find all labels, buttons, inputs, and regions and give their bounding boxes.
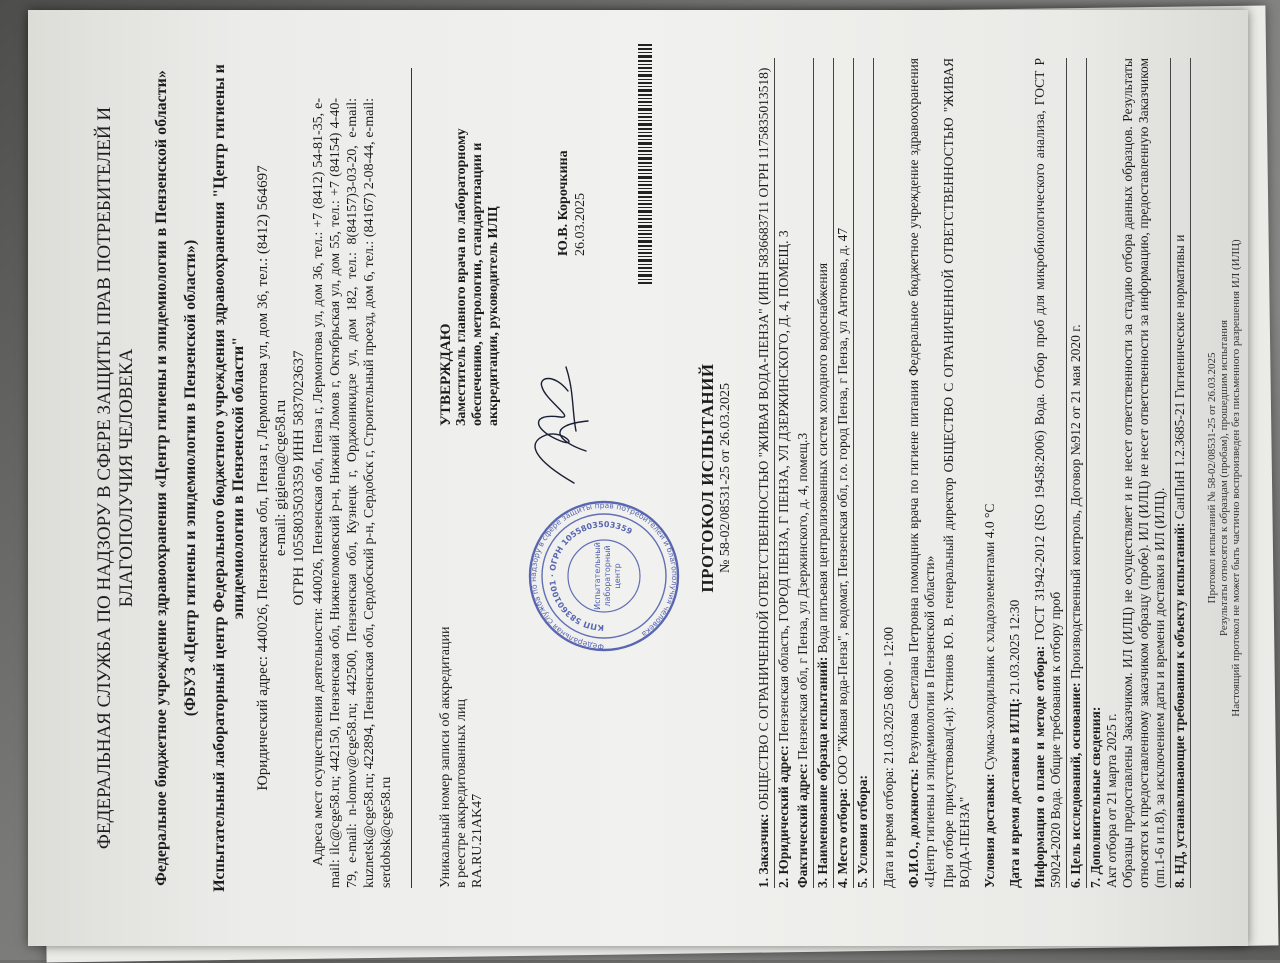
field-value: ООО "Живая вода-Пенза", водомат, Пензенская обл, г.о. город Пенза, г Пенза, ул Антонова, д. 47 xyxy=(835,227,850,785)
approval-block xyxy=(438,56,502,426)
field-label: 7. Дополнительные сведения: xyxy=(1088,706,1103,888)
institution-short-name: (ФБУЗ «Центр гигиены и эпидемиологии в Пензенской области») xyxy=(182,239,199,717)
field-label: Ф.И.О., должность: xyxy=(906,768,921,888)
handwritten-signature xyxy=(516,361,596,491)
field-value: Образцы предоставлены Заказчиком. ИЛ (ИЛЦ) не осуществляет и не несет ответственности за стадию отбора данных образцов. Результаты относятся к предоставленному заказчиком образцу (пробе). ИЛ (ИЛЦ) не несет ответственности за информацию, предоставленную Заказчиком (пп.1-6 и п.8), за исключением даты и времени доставки в ИЛ (ИЛЦ). xyxy=(1120,58,1167,888)
accreditation-block xyxy=(438,558,486,888)
field-value: 21.03.2025 12:30 xyxy=(1007,599,1022,695)
document-sheet xyxy=(28,10,1248,946)
field-delivery-datetime xyxy=(1006,58,1025,888)
signer-name: Ю.В. Корочкина xyxy=(556,150,571,256)
field-value: СанПиН 1.2.3685-21 Гигиенические нормативы и xyxy=(1172,234,1187,520)
field-sampling-datetime xyxy=(880,58,899,888)
accreditation-number: RA.RU.21AK47 xyxy=(470,793,485,888)
field-value: Производственный контроль, Договор №912 от 21 мая 2020 г. xyxy=(1068,324,1083,679)
field-sampler xyxy=(905,58,940,888)
field-legal-address xyxy=(775,58,794,888)
field-sampling-plan xyxy=(1031,58,1067,888)
footer-line-3: Настоящий протокол не может быть частично воспроизведен без письменного разрешения ИЛ (ИЛЦ) xyxy=(1230,239,1242,717)
agency-name: ФЕДЕРАЛЬНАЯ СЛУЖБА ПО НАДЗОРУ В СФЕРЕ ЗАЩИТЫ ПРАВ ПОТРЕБИТЕЛЕЙ И БЛАГОПОЛУЧИЯ ЧЕЛОВЕКА xyxy=(94,106,137,850)
protocol-heading xyxy=(698,50,734,906)
protocol-number: № 58-02/08531-25 от 26.03.2025 xyxy=(718,383,733,574)
field-sample-name xyxy=(814,58,834,888)
field-label: Дата и время доставки в ИЛЦ: xyxy=(1007,698,1022,888)
field-value: ОБЩЕСТВО С ОГРАНИЧЕННОЙ ОТВЕТСТВЕННОСТЬЮ "ЖИВАЯ ВОДА-ПЕНЗА" (ИНН 5836683711 ОГРН 1175835013518) xyxy=(756,67,771,811)
legal-address: Юридический адрес: 440026, Пензенская обл, Пенза г, Лермонтова ул, дом 36, тел.: (8412) 564697 xyxy=(255,165,271,791)
protocol-title: ПРОТОКОЛ ИСПЫТАНИЙ xyxy=(698,363,717,593)
header-email: e-mail: gigiena@cge58.ru xyxy=(273,399,289,557)
field-sampling-conditions xyxy=(854,58,874,888)
field-label: 4. Место отбора: xyxy=(835,787,850,888)
svg-text:Испытательный: Испытательный xyxy=(593,542,602,610)
field-label: 6. Цель исследований, основание: xyxy=(1068,682,1083,888)
barcode xyxy=(638,44,652,284)
field-value: Пензенская обл, г Пенза, ул Дзержинского, д. 4, помещ.3 xyxy=(795,432,810,760)
field-value: 21.03.2025 08:00 - 12:00 xyxy=(881,627,896,764)
field-normative-docs xyxy=(1170,58,1191,888)
field-label: Условия доставки: xyxy=(982,773,997,888)
approval-title: УТВЕРЖДАЮ xyxy=(438,323,454,426)
field-sampling-place xyxy=(834,58,854,888)
lab-center-name: Испытательный лабораторный центр Федерального бюджетного учреждения здравоохранения "Центр гигиены и эпидемиологии в Пензенской области" xyxy=(211,64,247,892)
field-purpose xyxy=(1067,58,1087,888)
document-header xyxy=(94,50,308,906)
divider xyxy=(411,68,412,888)
footer-line-2: Результаты относятся к образцам (пробам), прошедшим испытания xyxy=(1218,319,1230,637)
field-label: 2. Юридический адрес: xyxy=(776,745,791,888)
activity-addresses: Адреса мест осуществления деятельности: 440026, Пензенская обл, Пенза г, Лермонтова ул, дом 36, тел.: +7 (8412) 54-81-35, e-mail: ilc@cge58.ru; 442150, Пензенская обл, Нижнеломовский р-н, Нижний Ломов г, Октябрьская ул, дом 55, тел.: +7 (84154) 4-40-79, e-mail: n-lomov@cge58.ru; 442500, Пензенская обл, Кузнецк г, Орджоникидзе ул, дом 182, тел.: 8(84157)3-03-20, e-mail: kuznetsk@cge58.ru; 422894, Пензенская обл, Сердобский р-н, Сердобск г, Строительный проезд, дом 6, тел.: (84167) 2-08-44, e-mail: serdobsk@cge58.ru xyxy=(311,98,394,888)
document-page xyxy=(28,10,1248,946)
field-label: Информация о плане и методе отбора: xyxy=(1032,645,1047,888)
institution-name: Федеральное бюджетное учреждение здравоохранения «Центр гигиены и эпидемиологии в Пензенской области» xyxy=(153,70,170,886)
svg-text:центр: центр xyxy=(613,563,622,589)
field-label: 1. Заказчик: xyxy=(756,813,771,888)
svg-text:Федеральная служба по надзору: Федеральная служба по надзору в сфере защиты прав потребителей и благополучия человека xyxy=(528,500,680,652)
field-customer xyxy=(755,58,775,888)
field-delivery-conditions xyxy=(981,58,1000,888)
accreditation-line-2: в реестре аккредитованных лиц xyxy=(454,699,469,888)
field-value: При отборе присутствовал(-и): Устинов Ю. В. генеральный директор ОБЩЕСТВО С ОГРАНИЧЕННОЙ ОТВЕТСТВЕННОСТЬЮ "ЖИВАЯ ВОДА-ПЕНЗА" xyxy=(941,58,972,888)
svg-text:лабораторный: лабораторный xyxy=(603,545,612,607)
field-label: 5. Условия отбора: xyxy=(855,775,870,888)
field-label: Дата и время отбора: xyxy=(881,767,896,888)
accreditation-line-1: Уникальный номер записи об аккредитации xyxy=(438,626,453,888)
field-value: ГОСТ 31942-2012 (ISO 19458:2006) Вода. Отбор проб для микробиологического анализа, ГОСТ Р 59024-2020 Вода. Общие требования к отбору проб xyxy=(1032,57,1063,888)
field-actual-address xyxy=(794,58,814,888)
field-value: Резунова Светлана Петровна помощник врача по гигиене питания Федеральное бюджетное учреждение здравоохранения «Центр гигиены и эпидемиологии в Пензенской области» xyxy=(906,58,937,888)
approval-date: 26.03.2025 xyxy=(573,193,588,256)
field-label: 8. НД, устанавливающие требования к объекту испытаний: xyxy=(1172,522,1187,888)
field-value: Акт отбора от 21 марта 2025 г. xyxy=(1104,713,1119,888)
document-footer xyxy=(1206,50,1242,906)
field-value: Сумка-холодильник с хладоэлементами 4.0 °C xyxy=(982,503,997,770)
field-present xyxy=(940,58,975,888)
field-value: Вода питьевая централизованных систем холодного водоснабжения xyxy=(815,262,830,654)
official-stamp xyxy=(526,498,682,654)
footer-line-1: Протокол испытаний № 58-02/08531-25 от 26.03.2025 xyxy=(1206,352,1218,604)
svg-text:КПП 583601001 · ОГРН 105580350: КПП 583601001 · ОГРН 1055803503359 xyxy=(547,519,634,633)
header-ogrn-inn: ОГРН 1055803503359 ИНН 5837023637 xyxy=(291,350,307,606)
field-value: Пензенская область, ГОРОД ПЕНЗА, Г ПЕНЗА, УЛ ДЗЕРЖИНСКОГО, Д. 4, ПОМЕЩ. 3 xyxy=(776,230,791,742)
protocol-fields xyxy=(755,58,1191,888)
approval-position: Заместитель главного врача по лабораторному обеспечению, метрологии, стандартизации и аккредитации, руководитель ИЛЦ xyxy=(454,128,501,426)
field-label: 3. Наименование образца испытаний: xyxy=(815,656,830,888)
field-label: Фактический адрес: xyxy=(795,763,810,888)
field-additional-info xyxy=(1087,58,1170,888)
